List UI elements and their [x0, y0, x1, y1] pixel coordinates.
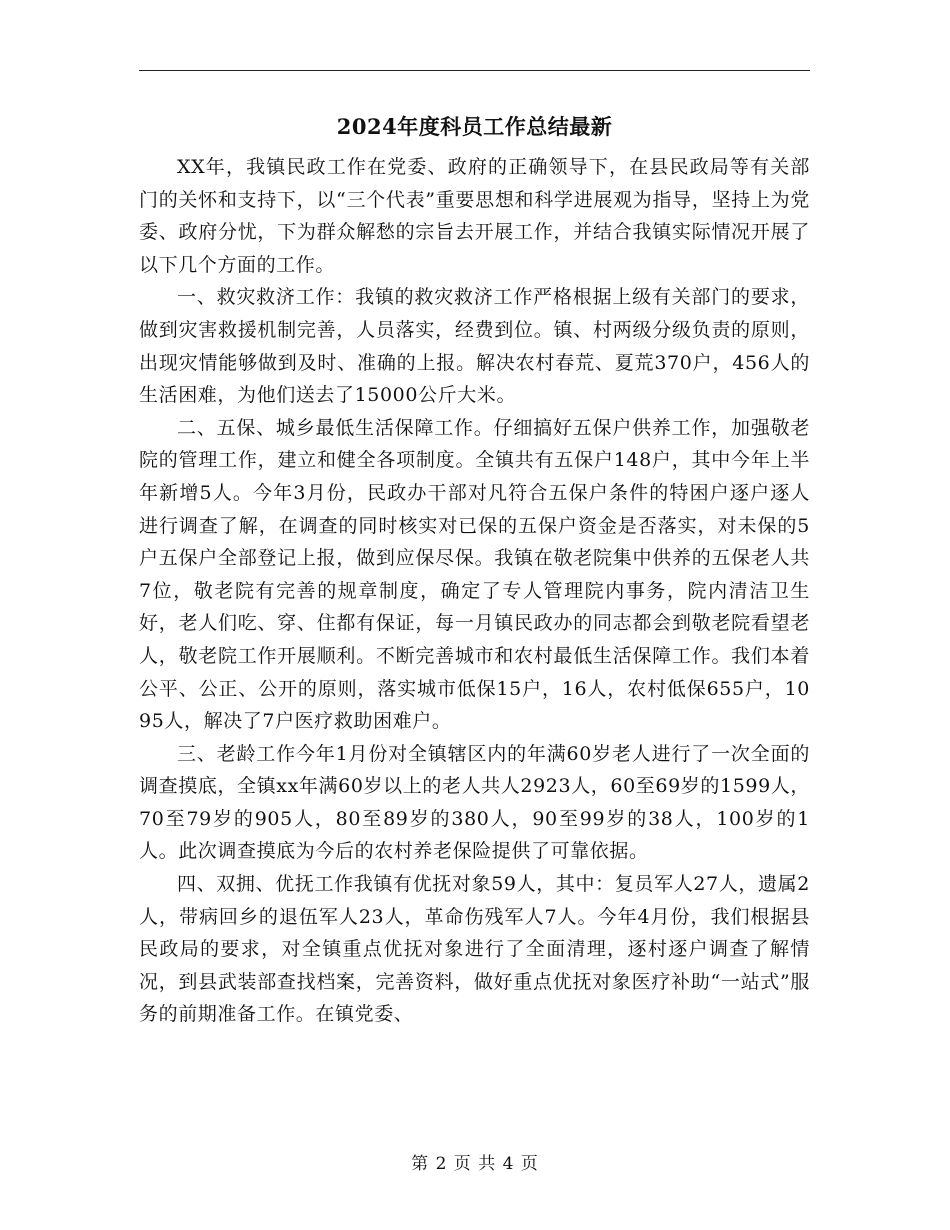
- page-number: 第 2 页 共 4 页: [411, 1154, 539, 1174]
- paragraph-intro: XX年，我镇民政工作在党委、政府的正确领导下，在县民政局等有关部门的关怀和支持下，以“三个代表”重要思想和科学进展观为指导，坚持上为党委、政府分忧，下为群众解愁的宗旨去开展工作，并结合我镇实际情况开展了以下几个方面的工作。: [139, 156, 810, 276]
- paragraph-disaster-relief: 一、救灾救济工作：我镇的救灾救济工作严格根据上级有关部门的要求，做到灾害救援机制完善，人员落实，经费到位。镇、村两级分级负责的原则，出现灾情能够做到及时、准确的上报。解决农村春荒、夏荒370户，456人的生活困难，为他们送去了15000公斤大米。: [139, 286, 810, 407]
- document-title: 2024年度科员工作总结最新: [336, 114, 613, 139]
- document-body: [139, 151, 810, 1031]
- paragraph-military-support: 四、双拥、优抚工作我镇有优抚对象59人，其中：复员军人27人，遗属2人，带病回乡的退伍军人23人，革命伤残军人7人。今年4月份，我们根据县民政局的要求，对全镇重点优抚对象进行了全面清理，逐村逐户调查了解情况，到县武装部查找档案，完善资料，做好重点优抚对象医疗补助“一站式”服务的前期准备工作。在镇党委、: [139, 873, 810, 1026]
- paragraph-five-guarantees: 二、五保、城乡最低生活保障工作。仔细搞好五保户供养工作，加强敬老院的管理工作，建立和健全各项制度。全镇共有五保户148户，其中今年上半年新增5人。今年3月份，民政办干部对凡符合五保户条件的特困户逐户逐人进行调查了解，在调查的同时核实对已保的五保户资金是否落实，对未保的5户五保户全部登记上报，做到应保尽保。我镇在敬老院集中供养的五保老人共7位，敬老院有完善的规章制度，确定了专人管理院内事务，院内清洁卫生好，老人们吃、穿、住都有保证，每一月镇民政办的同志都会到敬老院看望老人，敬老院工作开展顺利。不断完善城市和农村最低生活保障工作。我们本着公平、公正、公开的原则，落实城市低保15户，16人，农村低保655户，1095人，解决了7户医疗救助困难户。: [139, 416, 810, 733]
- paragraph-elderly-work: 三、老龄工作今年1月份对全镇辖区内的年满60岁老人进行了一次全面的调查摸底，全镇xx年满60岁以上的老人共人2923人，60至69岁的1599人，70至79岁的905人，80至89岁的380人，90至99岁的38人，100岁的1人。此次调查摸底为今后的农村养老保险提供了可靠依据。: [139, 742, 810, 863]
- header-rule: [139, 70, 810, 71]
